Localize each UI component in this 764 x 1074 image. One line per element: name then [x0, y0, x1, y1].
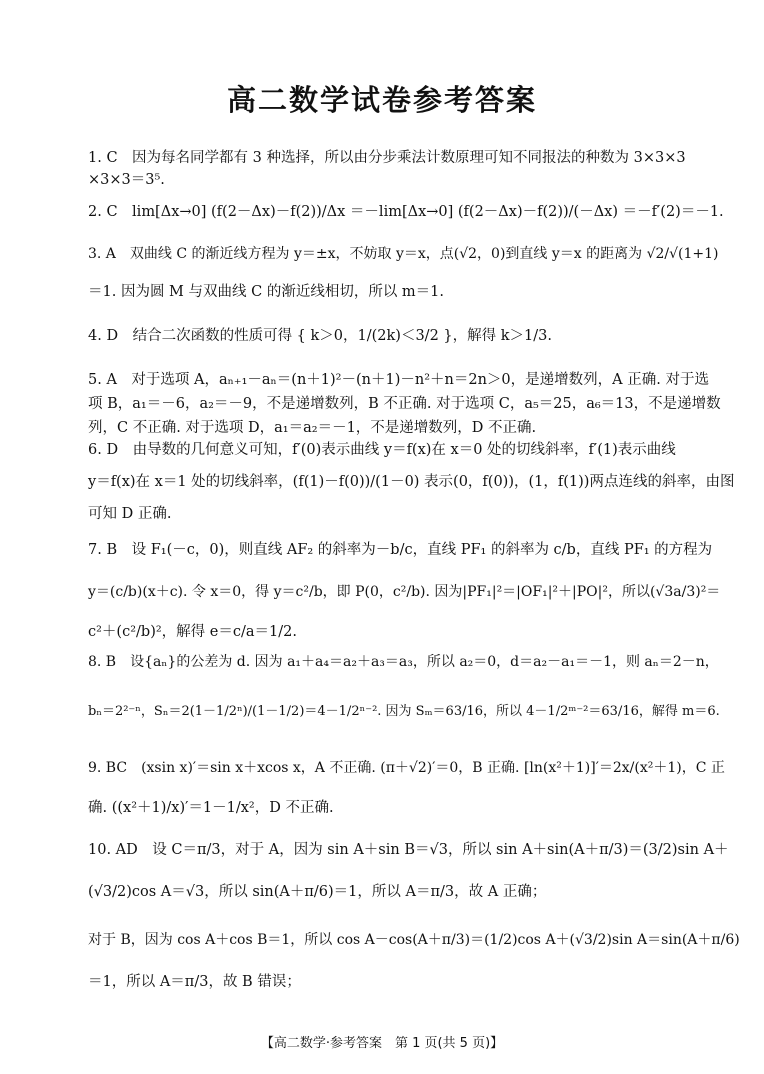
answer-10-line-2: (√3/2)cos A＝√3，所以 sin(A＋π/6)＝1，所以 A＝π/3，故 A 正确； [88, 884, 547, 900]
answer-3-line-2: ＝1. 因为圆 M 与双曲线 C 的渐近线相切，所以 m＝1. [88, 284, 445, 300]
answer-4-line: 4. D 结合二次函数的性质可得 { k＞0，1/(2k)＜3/2 }，解得 k＞1/3. [88, 328, 552, 344]
answer-3-line-1: 3. A 双曲线 C 的渐近线方程为 y＝±x，不妨取 y＝x，点(√2，0)到直线 y＝x 的距离为 √2/√(1+1) [88, 246, 719, 262]
answer-10-line-1: 10. AD 设 C＝π/3，对于 A，因为 sin A＋sin B＝√3，所以 sin A＋sin(A＋π/3)＝(3/2)sin A＋ [88, 842, 729, 858]
answer-2-line: 2. C lim[Δx→0] (f(2－Δx)－f(2))/Δx ＝－lim[Δx→0] (f(2－Δx)－f(2))/(－Δx) ＝－f′(2)＝－1. [88, 204, 724, 220]
answer-5-line-2: 项 B，a₁＝－6，a₂＝－9，不是递增数列，B 不正确. 对于选项 C，a₅＝25，a₆＝13，不是递增数 [88, 396, 721, 412]
answer-5-line-3: 列，C 不正确. 对于选项 D，a₁＝a₂＝－1，不是递增数列，D 不正确. [88, 420, 537, 436]
answer-10-line-4: ＝1，所以 A＝π/3，故 B 错误； [88, 974, 301, 990]
answer-10-line-3: 对于 B，因为 cos A＋cos B＝1，所以 cos A－cos(A＋π/3)＝(1/2)cos A＋(√3/2)sin A＝sin(A＋π/6) [88, 932, 740, 948]
answer-5-line-1: 5. A 对于选项 A，aₙ₊₁－aₙ＝(n＋1)²－(n＋1)－n²＋n＝2n＞0，是递增数列，A 正确. 对于选 [88, 372, 709, 388]
answer-6-line-1: 6. D 由导数的几何意义可知，f′(0)表示曲线 y＝f(x)在 x＝0 处的切线斜率，f′(1)表示曲线 [88, 442, 676, 458]
answer-6-line-3: 可知 D 正确. [88, 506, 172, 522]
answer-8-line-2: bₙ＝2²⁻ⁿ，Sₙ＝2(1－1/2ⁿ)/(1－1/2)＝4－1/2ⁿ⁻². 因为 Sₘ＝63/16，所以 4－1/2ᵐ⁻²＝63/16，解得 m＝6. [88, 704, 720, 719]
answer-9-line-2: 确. ((x²＋1)/x)′＝1－1/x²，D 不正确. [88, 800, 334, 816]
answer-9-line-1: 9. BC (xsin x)′＝sin x＋xcos x，A 不正确. (π＋√2)′＝0，B 正确. [ln(x²＋1)]′＝2x/(x²＋1)，C 正 [88, 760, 725, 776]
page-title: 高二数学试卷参考答案 [226, 83, 537, 117]
answer-7-line-3: c²＋(c²/b)²，解得 e＝c/a＝1/2. [88, 624, 297, 640]
page-footer: 【高二数学·参考答案 第 1 页(共 5 页)】 [260, 1036, 504, 1051]
answer-6-line-2: y＝f(x)在 x＝1 处的切线斜率，(f(1)－f(0))/(1－0) 表示(0，f(0))，(1，f(1))两点连线的斜率，由图 [88, 474, 735, 490]
answer-1-line-2: ×3×3＝3⁵. [88, 172, 165, 188]
answer-7-line-2: y＝(c/b)(x＋c). 令 x＝0，得 y＝c²/b，即 P(0，c²/b). 因为|PF₁|²＝|OF₁|²＋|PO|²，所以(√3a/3)²＝ [88, 584, 721, 600]
answer-8-line-1: 8. B 设{aₙ}的公差为 d. 因为 a₁＋a₄＝a₂＋a₃＝a₃，所以 a₂＝0，d＝a₂－a₁＝－1，则 aₙ＝2－n， [88, 654, 719, 670]
answer-1-line-1: 1. C 因为每名同学都有 3 种选择，所以由分步乘法计数原理可知不同报法的种数为 3×3×3 [88, 150, 686, 166]
answer-7-line-1: 7. B 设 F₁(－c，0)，则直线 AF₂ 的斜率为－b/c，直线 PF₁ 的斜率为 c/b，直线 PF₁ 的方程为 [88, 542, 713, 558]
